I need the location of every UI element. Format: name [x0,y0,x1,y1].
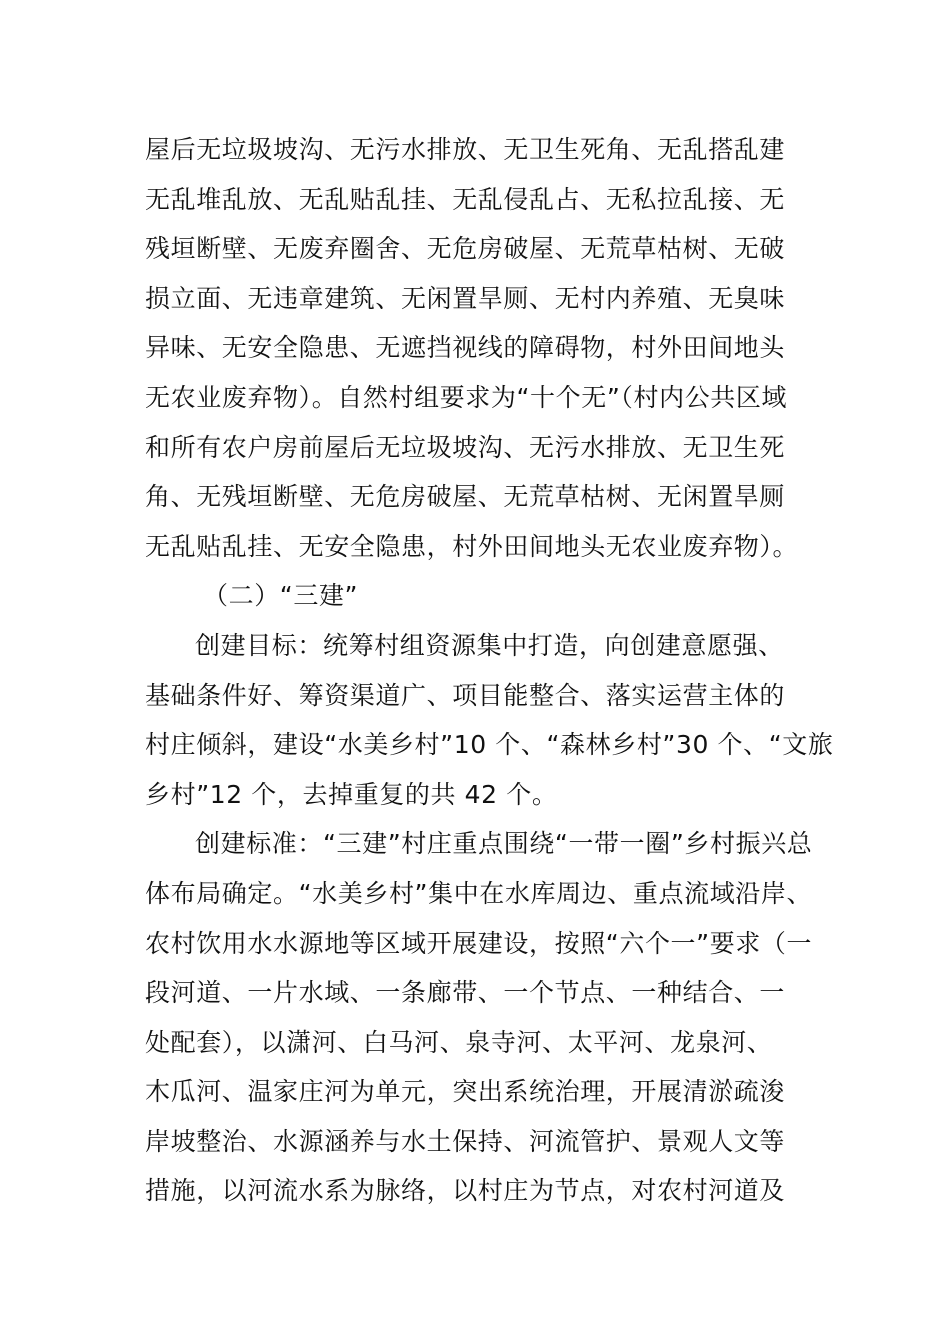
document-body [145,125,834,1216]
text-line: 角、无残垣断壁、无危房破屋、无荒草枯树、无闲置旱厕 [145,482,786,512]
text-line: 异味、无安全隐患、无遮挡视线的障碍物，村外田间地头 [145,333,786,363]
text-line: 屋后无垃圾坡沟、无污水排放、无卫生死角、无乱搭乱建 [145,135,786,164]
text-line: 村庄倾斜，建设“水美乡村”10 个、“森林乡村”30 个、“文旅 [145,730,834,760]
text-line: 农村饮用水水源地等区域开展建设，按照“六个一”要求（一 [145,928,813,958]
paragraph-first-line: 创建标准：“三建”村庄重点围绕“一带一圈”乡村振兴总 [195,829,813,859]
text-line: 损立面、无违章建筑、无闲置旱厕、无村内养殖、无臭味 [145,283,786,313]
section-heading: （二）“三建” [203,581,359,611]
text-line: 段河道、一片水域、一条廊带、一个节点、一种结合、一 [145,978,786,1008]
text-line: 岸坡整治、水源涵养与水土保持、河流管护、景观人文等 [145,1126,786,1156]
text-line: 和所有农户房前屋后无垃圾坡沟、无污水排放、无卫生死 [145,432,786,462]
text-line: 处配套），以潇河、白马河、泉寺河、太平河、龙泉河、 [145,1027,773,1057]
text-line: 残垣断壁、无废弃圈舍、无危房破屋、无荒草枯树、无破 [145,234,786,264]
text-line: 基础条件好、筹资渠道广、项目能整合、落实运营主体的 [145,680,786,710]
text-line: 无农业废弃物）。自然村组要求为“十个无”（村内公共区域 [145,382,788,412]
text-line: 无乱贴乱挂、无安全隐患，村外田间地头无农业废弃物）。 [145,531,799,561]
paragraph-first-line: 创建目标：统筹村组资源集中打造，向创建意愿强、 [195,630,784,660]
text-line: 乡村”12 个，去掉重复的共 42 个。 [145,779,558,809]
text-line: 无乱堆乱放、无乱贴乱挂、无乱侵乱占、无私拉乱接、无 [145,184,786,214]
text-line: 体布局确定。“水美乡村”集中在水库周边、重点流域沿岸、 [145,878,813,908]
text-line: 木瓜河、温家庄河为单元，突出系统治理，开展清淤疏浚 [145,1077,786,1107]
text-line: 措施，以河流水系为脉络，以村庄为节点，对农村河道及 [145,1176,786,1206]
